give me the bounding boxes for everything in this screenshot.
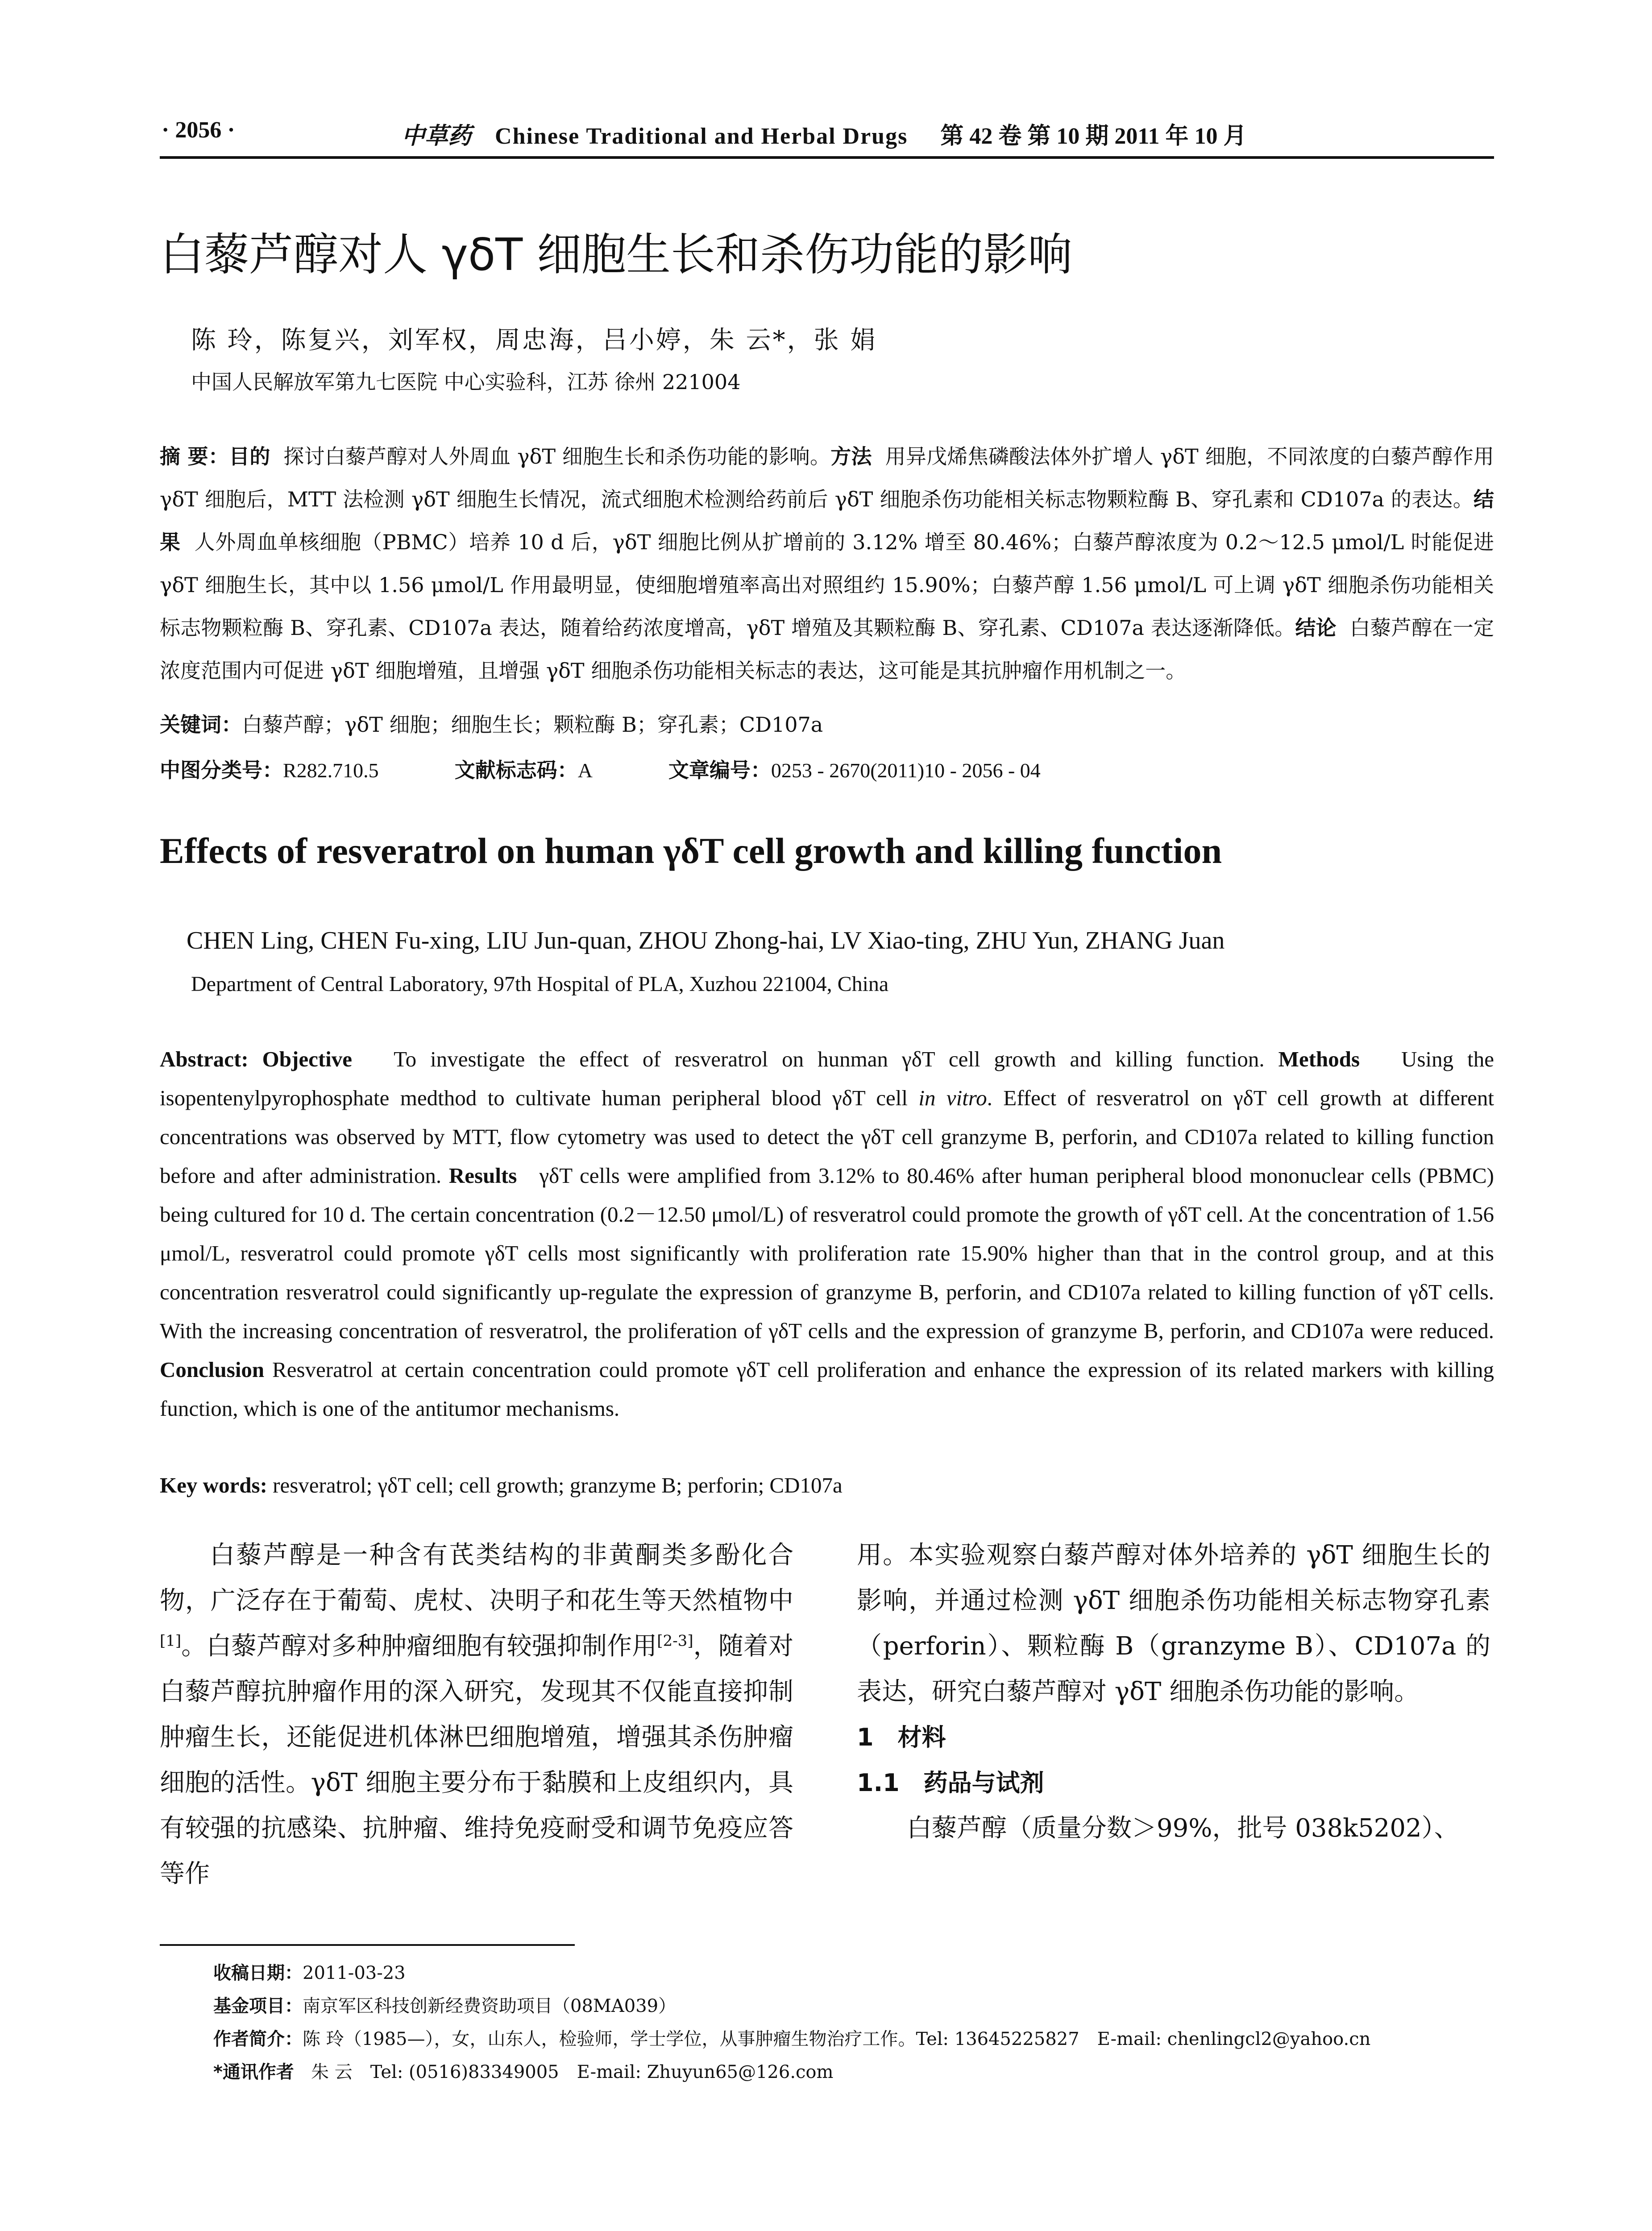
footnotes: [213, 1957, 1370, 2089]
footnote-fund: [213, 1990, 1370, 2023]
footnote-author: [213, 2023, 1370, 2056]
methods-en-a: Using the isopentenylpyrophosphate medthod to cultivate human peripheral blood γδT cell: [160, 1047, 1494, 1110]
affiliation-cn: 中国人民解放军第九七医院 中心实验科，江苏 徐州 221004: [191, 370, 741, 394]
citation-ref[interactable]: [1]: [160, 1632, 182, 1650]
keywords-value-en: resveratrol; γδT cell; cell growth; granzyme B; perforin; CD107a: [273, 1473, 843, 1497]
conclusion-en: Resveratrol at certain concentration could promote γδT cell proliferation and enhance the expression of its related markers with killing function, which is one of the antitumor mechanisms.: [160, 1357, 1494, 1421]
header-rule: [160, 156, 1494, 159]
doc-code-value: A: [577, 759, 593, 782]
results-en: γδT cells were amplified from 3.12% to 80.46% after human peripheral blood mononuclear cells (PBMC) being cultured for 10 d. The certain concentration (0.2－12.50 μmol/L) of resveratrol could promote the growth of γδT cell. At the concentration of 1.56 μmol/L, resveratrol could promote γδT cells most significantly with proliferation rate 15.90% higher than that in the control group, and at this concentration resveratrol could significantly up-regulate the expression of granzyme B, perforin, and CD107a related to killing function of γδT cells. With the increasing concentration of resveratrol, the proliferation of γδT cells and the expression of granzyme B, perforin, and CD107a were reduced.: [160, 1163, 1494, 1343]
footnote-value: 陈 玲（1985—），女，山东人，检验师，学士学位，从事肿瘤生物治疗工作。Tel: 13645225827 E-mail: chenlingcl2@yahoo.cn: [303, 2029, 1371, 2049]
body-text: 。白藜芦醇对多种肿瘤细胞有较强抑制作用: [181, 1632, 657, 1661]
objective-label-cn: 目的: [229, 444, 270, 469]
classification-line: [160, 754, 1041, 784]
journal-issue: 第 42 卷 第 10 期 2011 年 10 月: [940, 124, 1247, 149]
abstract-cn: [160, 435, 1494, 692]
authors-cn: 陈 玲，陈复兴，刘军权，周忠海，吕小婷，朱 云*，张 娟: [191, 326, 877, 355]
conclusion-cn: 白藜芦醇在一定浓度范围内可促进 γδT 细胞增殖，且增强 γδT 细胞杀伤功能相关标志的表达，这可能是其抗肿瘤作用机制之一。: [160, 616, 1494, 683]
objective-en: To investigate the effect of resveratrol on hunman γδT cell growth and killing function.: [394, 1047, 1265, 1071]
clc-value: R282.710.5: [283, 759, 379, 782]
section-heading: 1 材料: [857, 1723, 946, 1751]
footnote-label: 收稿日期：: [213, 1963, 303, 1983]
footnote-rule: [160, 1944, 575, 1946]
body-paragraph: 白藜芦醇（质量分数＞99%，批号 038k5202）、: [907, 1814, 1459, 1843]
footnote-corresponding: [213, 2056, 1370, 2089]
article-no-value: 0253 - 2670(2011)10 - 2056 - 04: [771, 759, 1041, 782]
footnote-label: 作者简介：: [213, 2029, 303, 2049]
body-paragraph: 用。本实验观察白藜芦醇对体外培养的 γδT 细胞生长的影响，并通过检测 γδT 细胞杀伤功能相关标志物穿孔素（perforin）、颗粒酶 B（granzyme B）、CD107a 的表达，研究白藜芦醇对 γδT 细胞杀伤功能的影响。: [857, 1541, 1490, 1706]
doc-code-label: 文献标志码：: [454, 758, 578, 782]
body-paragraph: [160, 1533, 793, 1897]
footnote-value: 朱 云 Tel: (0516)83349005 E-mail: Zhuyun65@126.com: [311, 2062, 834, 2082]
results-cn: 人外周血单核细胞（PBMC）培养 10 d 后，γδT 细胞比例从扩增前的 3.12% 增至 80.46%；白藜芦醇浓度为 0.2～12.5 μmol/L 时能促进 γδT 细胞生长，其中以 1.56 μmol/L 作用最明显，使细胞增殖率高出对照组约 15.90%；白藜芦醇 1.56 μmol/L 可上调 γδT 细胞杀伤功能相关标志物颗粒酶 B、穿孔素、CD107a 表达，随着给药浓度增高，γδT 增殖及其颗粒酶 B、穿孔素、CD107a 表达逐渐降低。: [160, 530, 1494, 640]
abstract-label-cn: 摘 要：: [160, 444, 229, 469]
body-left-column: [160, 1533, 793, 1897]
results-label-en: Results: [448, 1163, 517, 1188]
body-text: 白藜芦醇是一种含有芪类结构的非黄酮类多酚化合物，广泛存在于葡萄、虎杖、决明子和花生等天然植物中: [160, 1541, 793, 1615]
keywords-label-en: Key words:: [160, 1473, 267, 1497]
citation-ref[interactable]: [2-3]: [657, 1632, 693, 1650]
affiliation-en: Department of Central Laboratory, 97th Hospital of PLA, Xuzhou 221004, China: [191, 972, 889, 996]
keywords-value-cn: 白藜芦醇；γδT 细胞；细胞生长；颗粒酶 B；穿孔素；CD107a: [242, 713, 823, 737]
conclusion-label-cn: 结论: [1295, 616, 1337, 640]
title-cn: 白藜芦醇对人 γδT 细胞生长和杀伤功能的影响: [160, 228, 1073, 281]
methods-label-cn: 方法: [830, 444, 872, 469]
methods-en-italic: in vitro: [918, 1086, 987, 1110]
abstract-label-en: Abstract:: [160, 1047, 249, 1071]
footnote-received: [213, 1957, 1370, 1990]
methods-en-b: . Effect of resveratrol on γδT cell growth at different concentrations was observed by MTT, flow cytometry was used to detect the γδT cell granzyme B, perforin, and CD107a related to killing function before and after administration.: [160, 1086, 1494, 1188]
journal-name-en: Chinese Traditional and Herbal Drugs: [495, 124, 908, 149]
footnote-value: 2011-03-23: [303, 1963, 406, 1983]
title-en: Effects of resveratrol on human γδT cell growth and killing function: [160, 830, 1222, 871]
results-label-cn: 结果: [160, 487, 1494, 554]
body-right-column: [857, 1533, 1490, 1851]
footnote-label: *通讯作者: [213, 2062, 294, 2082]
page-number: · 2056 ·: [162, 117, 235, 143]
journal-header: [402, 117, 1246, 150]
abstract-en: [160, 1040, 1494, 1428]
methods-cn: 用异戊烯焦磷酸法体外扩增人 γδT 细胞，不同浓度的白藜芦醇作用 γδT 细胞后，MTT 法检测 γδT 细胞生长情况，流式细胞术检测给药前后 γδT 细胞杀伤功能相关标志物颗粒酶 B、穿孔素和 CD107a 的表达。: [160, 444, 1494, 511]
footnote-label: 基金项目：: [213, 1996, 303, 2016]
objective-cn: 探讨白藜芦醇对人外周血 γδT 细胞生长和杀伤功能的影响。: [283, 444, 831, 469]
conclusion-label-en: Conclusion: [160, 1357, 265, 1382]
subsection-heading: 1.1 药品与试剂: [857, 1769, 1044, 1797]
article-no-label: 文章编号：: [668, 758, 771, 782]
objective-label-en: Objective: [262, 1047, 353, 1071]
body-text: ，随着对白藜芦醇抗肿瘤作用的深入研究，发现其不仅能直接抑制肿瘤生长，还能促进机体淋巴细胞增殖，增强其杀伤肿瘤细胞的活性。γδT 细胞主要分布于黏膜和上皮组织内，具有较强的抗感染、抗肿瘤、维持免疫耐受和调节免疫应答等作: [160, 1632, 794, 1888]
methods-label-en: Methods: [1278, 1047, 1360, 1071]
keywords-label-cn: 关键词：: [160, 713, 242, 737]
journal-name-cn: 中草药: [402, 122, 472, 149]
clc-label: 中图分类号：: [160, 758, 283, 782]
keywords-cn: [160, 709, 823, 738]
authors-en: CHEN Ling, CHEN Fu-xing, LIU Jun-quan, ZHOU Zhong-hai, LV Xiao-ting, ZHU Yun, ZHANG Juan: [187, 927, 1225, 954]
keywords-en: [160, 1472, 843, 1498]
footnote-value: 南京军区科技创新经费资助项目（08MA039）: [303, 1996, 677, 2016]
